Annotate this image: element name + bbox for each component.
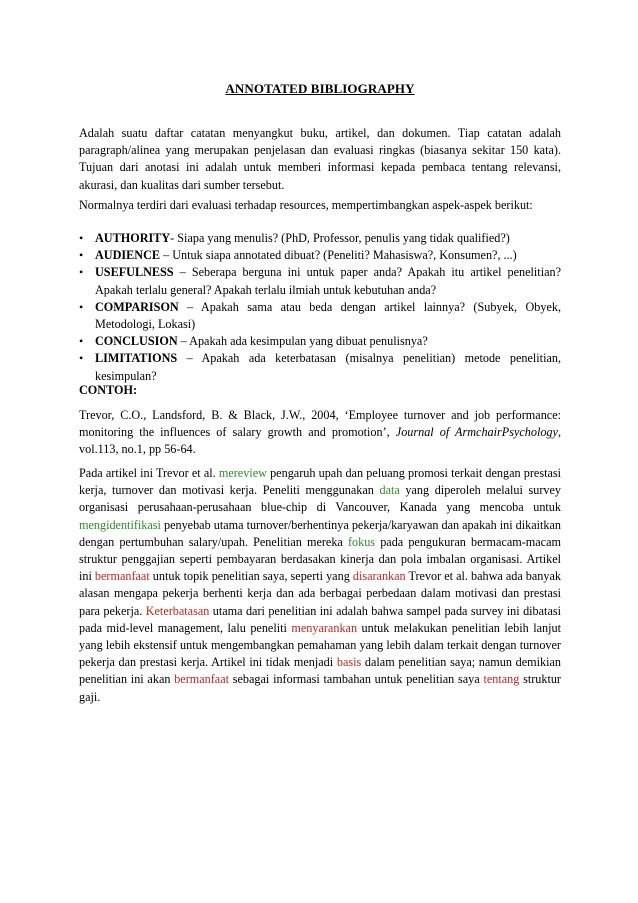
bullet-icon: • <box>79 351 84 366</box>
annotation-text: struktur gaji. <box>79 672 561 704</box>
annotation-text: dalam penelitian saya; namun demikian penelitian ini akan <box>79 655 561 687</box>
bullet-icon: • <box>79 248 84 263</box>
criteria-item: • USEFULNESS – Seberapa berguna ini untuk paper anda? Apakah itu artikel penelitian? Apakah terlalu general? Apakah terlalu ilmiah untuk kebutuhan anda? <box>79 265 561 297</box>
annotation-text: utama dari penelitian ini adalah bahwa sampel pada survey ini dibatasi pada mid-level management, lalu peneliti <box>79 603 561 635</box>
highlighted-word: tentang <box>483 672 520 687</box>
intro-paragraph: Adalah suatu daftar catatan menyangkut buku, artikel, dan dokumen. Tiap catatan adalah paragraph/alinea yang merupakan penjelasan dan evaluasi ringkas (biasanya sekitar 150 kata). Tujuan dari anotasi ini adalah untuk memberi informasi kepada pembaca tentang relevansi, akurasi, dan kualitas dari sumber tersebut. <box>79 126 561 192</box>
highlighted-word: basis <box>336 655 362 670</box>
criteria-list <box>79 230 561 385</box>
annotation-text: untuk topik penelitian saya, seperti yang <box>149 569 353 584</box>
journal-title: Journal of ArmchairPsychology <box>395 425 558 440</box>
reference-citation: Trevor, C.O., Landsford, B. & Black, J.W., 2004, ‘Employee turnover and job performance: monitoring the influences of salary growth and promotion’, Journal of ArmchairPsychology, vol.113, no.1, pp 56-64. <box>79 408 561 457</box>
criteria-item: • LIMITATIONS – Apakah ada keterbatasan (misalnya penelitian) metode penelitian, kesimpulan? <box>79 351 561 383</box>
highlighted-word: mereview <box>218 466 267 480</box>
annotation-text: Pada artikel ini Trevor et al. <box>79 466 219 480</box>
criteria-item: • AUTHORITY- Siapa yang menulis? (PhD, Professor, penulis yang tidak qualified?) <box>79 230 561 247</box>
annotation-text: Trevor et al. bahwa ada banyak alasan mengapa pekerja berhenti kerja dan ada berbagai perbedaan dalam motivasi dan prestasi para pekerja. <box>79 569 562 618</box>
document-title: ANNOTATED BIBLIOGRAPHY <box>225 81 415 96</box>
highlighted-word: bermanfaat <box>174 672 230 687</box>
bullet-icon: • <box>79 231 84 245</box>
highlighted-word: fokus <box>347 534 376 549</box>
annotation-text: pada pengukuran bermacam-macam struktur penggajian seperti pembayaran berdasakan kinerja dan pola imbalan organisasi. Artikel ini <box>79 534 561 584</box>
annotation-paragraph <box>79 465 561 706</box>
criteria-item: • COMPARISON – Apakah sama atau beda dengan artikel lainnya? (Subyek, Obyek, Metodologi, Lokasi) <box>79 299 561 332</box>
bullet-icon: • <box>79 265 84 280</box>
bullet-icon: • <box>79 334 84 349</box>
criteria-item: • CONCLUSION – Apakah ada kesimpulan yang dibuat penulisnya? <box>79 333 561 350</box>
annotation-text: untuk melakukan penelitian lebih lanjut yang lebih ekstensif untuk mengembangkan pemahaman yang lebih dalam terkait dengan turnover pekerja dan prestasi kerja. Artikel ini tidak menjadi <box>79 620 561 670</box>
criteria-intro: Normalnya terdiri dari evaluasi terhadap resources, mempertimbangkan aspek-aspek berikut: <box>79 198 533 212</box>
highlighted-word: disarankan <box>352 569 406 584</box>
annotation-text: pengaruh upah dan peluang promosi terkait dengan prestasi kerja, turnover dan motivasi kerja. Peneliti menggunakan <box>79 466 561 498</box>
annotation-text: penyebab utama turnover/berhentinya pekerja/karyawan dan apakah ini dikaitkan dengan pertumbuhan salary/upah. Penelitian mereka <box>79 517 561 549</box>
criteria-item: • AUDIENCE – Untuk siapa annotated dibuat? (Peneliti? Mahasiswa?, Konsumen?, ...) <box>79 247 561 264</box>
highlighted-word: mengidentifikasi <box>79 517 161 532</box>
example-heading: CONTOH: <box>79 383 138 397</box>
highlighted-word: bermanfaat <box>94 569 150 584</box>
annotation-text: yang diperoleh melalui survey organisasi perusahaan-perusahaan blue-chip di Vancouver, Kanada yang mencoba untuk <box>79 483 561 515</box>
bullet-icon: • <box>79 299 84 314</box>
highlighted-word: menyarankan <box>291 620 358 635</box>
annotation-text: sebagai informasi tambahan untuk penelitian saya <box>229 672 484 687</box>
highlighted-word: Keterbatasan <box>145 603 210 618</box>
highlighted-word: data <box>379 483 400 498</box>
